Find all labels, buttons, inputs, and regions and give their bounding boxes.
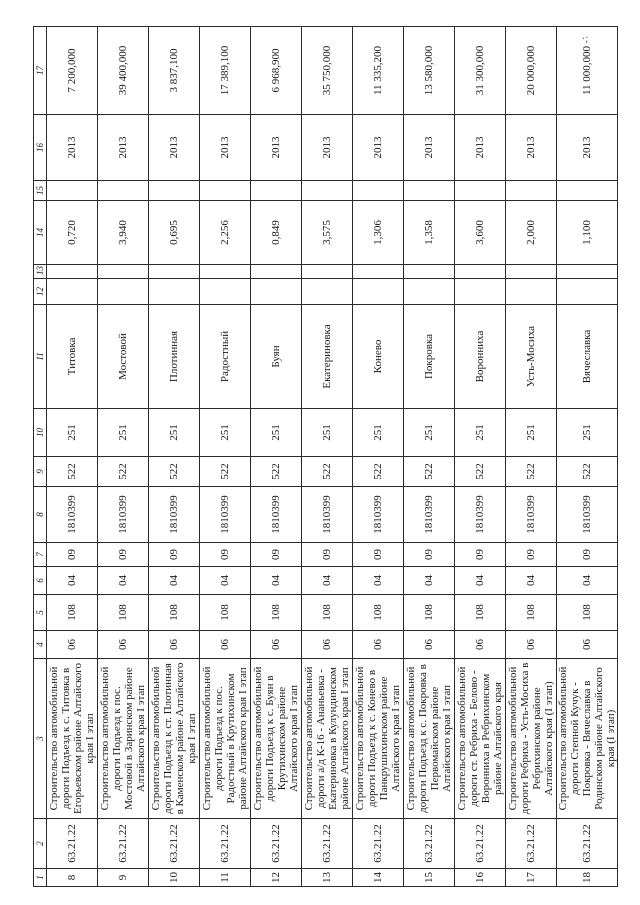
column-header: 17: [34, 27, 47, 115]
cell-c7: 09: [404, 543, 455, 567]
cell-year: 2013: [251, 115, 302, 181]
cell-place: Вячеславка: [557, 305, 618, 409]
cell-c6: 04: [455, 567, 506, 595]
cell-c15: [47, 181, 98, 201]
cell-len: 2,256: [200, 201, 251, 265]
cell-c8: 1810399: [506, 487, 557, 543]
cell-c4: 06: [353, 631, 404, 659]
cell-c4: 06: [251, 631, 302, 659]
cell-c9: 522: [149, 457, 200, 487]
cell-len: 2,000: [506, 201, 557, 265]
cell-code: 63.21.22: [200, 819, 251, 869]
cell-place: Радостный: [200, 305, 251, 409]
cell-c5: 108: [47, 595, 98, 631]
cell-place: Усть-Мосиха: [506, 305, 557, 409]
cell-c9: 522: [98, 457, 149, 487]
cell-c15: [98, 181, 149, 201]
cell-c8: 1810399: [149, 487, 200, 543]
cell-n: 13: [302, 869, 353, 887]
cell-c7: 09: [200, 543, 251, 567]
corner-scan-mark: ·;: [582, 34, 589, 45]
cell-c12: [302, 279, 353, 305]
column-header: 16: [34, 115, 47, 181]
cell-c4: 06: [200, 631, 251, 659]
table-row: [353, 27, 404, 887]
cell-c13: [557, 265, 618, 279]
cell-code: 63.21.22: [506, 819, 557, 869]
column-header: 11: [34, 305, 47, 409]
cell-c5: 108: [149, 595, 200, 631]
cell-c12: [506, 279, 557, 305]
cell-c6: 04: [200, 567, 251, 595]
cell-code: 63.21.22: [251, 819, 302, 869]
cell-c8: 1810399: [200, 487, 251, 543]
cell-year: 2013: [98, 115, 149, 181]
cell-code: 63.21.22: [47, 819, 98, 869]
table-row: [557, 27, 618, 887]
cell-len: 0,849: [251, 201, 302, 265]
column-header: 4: [34, 631, 47, 659]
cell-code: 63.21.22: [455, 819, 506, 869]
cell-place: Покровка: [404, 305, 455, 409]
cell-c13: [404, 265, 455, 279]
cell-amount: 11 335,200: [353, 27, 404, 115]
cell-c12: [353, 279, 404, 305]
table-row: [200, 27, 251, 887]
cell-len: 3,575: [302, 201, 353, 265]
cell-n: 10: [149, 869, 200, 887]
cell-place: Титовка: [47, 305, 98, 409]
cell-c4: 06: [506, 631, 557, 659]
cell-c7: 09: [98, 543, 149, 567]
cell-c4: 06: [47, 631, 98, 659]
cell-c9: 522: [506, 457, 557, 487]
cell-year: 2013: [557, 115, 618, 181]
column-header: 10: [34, 409, 47, 457]
column-header: 3: [34, 659, 47, 819]
cell-code: 63.21.22: [404, 819, 455, 869]
cell-c5: 108: [200, 595, 251, 631]
column-header: 6: [34, 567, 47, 595]
cell-c10: 251: [98, 409, 149, 457]
cell-c10: 251: [302, 409, 353, 457]
cell-c5: 108: [455, 595, 506, 631]
cell-c7: 09: [47, 543, 98, 567]
column-number-header-row: [34, 27, 47, 887]
cell-c4: 06: [404, 631, 455, 659]
cell-c6: 04: [251, 567, 302, 595]
table-row: [506, 27, 557, 887]
column-header: 1: [34, 869, 47, 887]
cell-c15: [149, 181, 200, 201]
column-header: 12: [34, 279, 47, 305]
cell-amount: 3 837,100: [149, 27, 200, 115]
cell-c9: 522: [251, 457, 302, 487]
cell-c5: 108: [404, 595, 455, 631]
cell-c6: 04: [98, 567, 149, 595]
column-header: 5: [34, 595, 47, 631]
cell-desc: Строительство автомобильной дороги Подъезд к ст. Плотинная в Каменском районе Алтайского края I этап: [149, 659, 200, 819]
cell-year: 2013: [302, 115, 353, 181]
road-construction-table: [33, 26, 618, 887]
cell-c12: [251, 279, 302, 305]
cell-c15: [404, 181, 455, 201]
cell-amount: 20 000,000: [506, 27, 557, 115]
cell-c8: 1810399: [353, 487, 404, 543]
cell-c7: 09: [302, 543, 353, 567]
table-row: [455, 27, 506, 887]
cell-c15: [557, 181, 618, 201]
cell-len: 1,358: [404, 201, 455, 265]
cell-c8: 1810399: [251, 487, 302, 543]
cell-c8: 1810399: [47, 487, 98, 543]
cell-c5: 108: [98, 595, 149, 631]
cell-place: Екатериновка: [302, 305, 353, 409]
cell-amount: 13 580,000: [404, 27, 455, 115]
cell-code: 63.21.22: [98, 819, 149, 869]
cell-code: 63.21.22: [353, 819, 404, 869]
cell-c9: 522: [404, 457, 455, 487]
cell-n: 9: [98, 869, 149, 887]
cell-c5: 108: [557, 595, 618, 631]
cell-c10: 251: [506, 409, 557, 457]
cell-year: 2013: [47, 115, 98, 181]
cell-c12: [557, 279, 618, 305]
cell-len: 1,100: [557, 201, 618, 265]
cell-c15: [200, 181, 251, 201]
cell-c15: [455, 181, 506, 201]
cell-c4: 06: [557, 631, 618, 659]
cell-c4: 06: [149, 631, 200, 659]
cell-amount: 31 300,000: [455, 27, 506, 115]
cell-year: 2013: [455, 115, 506, 181]
cell-c9: 522: [353, 457, 404, 487]
cell-c15: [353, 181, 404, 201]
cell-amount: 7 200,000: [47, 27, 98, 115]
cell-c10: 251: [200, 409, 251, 457]
cell-c8: 1810399: [404, 487, 455, 543]
cell-c8: 1810399: [455, 487, 506, 543]
cell-amount: 35 750,000: [302, 27, 353, 115]
cell-code: 63.21.22: [149, 819, 200, 869]
cell-len: 3,940: [98, 201, 149, 265]
cell-c4: 06: [98, 631, 149, 659]
cell-c7: 09: [251, 543, 302, 567]
cell-code: 63.21.22: [557, 819, 618, 869]
cell-place: Мостовой: [98, 305, 149, 409]
cell-c15: [302, 181, 353, 201]
cell-year: 2013: [404, 115, 455, 181]
cell-c13: [47, 265, 98, 279]
cell-c15: [251, 181, 302, 201]
cell-year: 2013: [149, 115, 200, 181]
cell-c7: 09: [353, 543, 404, 567]
cell-desc: Строительство автомобильной дороги Подъезд к с. Титовка в Егорьевском районе Алтайского края I этап: [47, 659, 98, 819]
cell-c4: 06: [302, 631, 353, 659]
cell-c6: 04: [404, 567, 455, 595]
table-row: [302, 27, 353, 887]
cell-c9: 522: [200, 457, 251, 487]
cell-c9: 522: [302, 457, 353, 487]
cell-n: 16: [455, 869, 506, 887]
table-row: [47, 27, 98, 887]
cell-c4: 06: [455, 631, 506, 659]
cell-amount: 39 400,000: [98, 27, 149, 115]
cell-len: 0,720: [47, 201, 98, 265]
cell-desc: Строительство автомобильной дороги ст. Ребриха - Белово - Воронниха в Ребрихинском районе Алтайского края: [455, 659, 506, 819]
cell-c12: [455, 279, 506, 305]
cell-desc: Строительство автомобильной дороги а/д К-16 - Ананьевка - Екатериновка в Кулундинском районе Алтайского края I этап: [302, 659, 353, 819]
column-header: 9: [34, 457, 47, 487]
table-body: [34, 27, 618, 887]
cell-c9: 522: [455, 457, 506, 487]
cell-c6: 04: [302, 567, 353, 595]
cell-c7: 09: [506, 543, 557, 567]
cell-c7: 09: [557, 543, 618, 567]
table-row: [98, 27, 149, 887]
cell-c12: [149, 279, 200, 305]
cell-c5: 108: [353, 595, 404, 631]
column-header: 14: [34, 201, 47, 265]
cell-n: 11: [200, 869, 251, 887]
cell-amount: 6 968,900: [251, 27, 302, 115]
cell-c12: [404, 279, 455, 305]
cell-c6: 04: [353, 567, 404, 595]
cell-place: Буян: [251, 305, 302, 409]
cell-c13: [302, 265, 353, 279]
cell-len: 0,695: [149, 201, 200, 265]
cell-c8: 1810399: [557, 487, 618, 543]
cell-c13: [455, 265, 506, 279]
cell-c5: 108: [251, 595, 302, 631]
cell-c9: 522: [47, 457, 98, 487]
cell-year: 2013: [200, 115, 251, 181]
cell-c9: 522: [557, 457, 618, 487]
cell-amount: 11 000,000: [557, 27, 618, 115]
cell-place: Плотинная: [149, 305, 200, 409]
column-header: 15: [34, 181, 47, 201]
cell-c10: 251: [47, 409, 98, 457]
cell-c13: [98, 265, 149, 279]
cell-place: Воронниха: [455, 305, 506, 409]
cell-c7: 09: [455, 543, 506, 567]
cell-len: 1,306: [353, 201, 404, 265]
cell-c8: 1810399: [98, 487, 149, 543]
cell-amount: 17 389,100: [200, 27, 251, 115]
cell-n: 8: [47, 869, 98, 887]
table-row: [149, 27, 200, 887]
cell-c12: [47, 279, 98, 305]
cell-year: 2013: [353, 115, 404, 181]
cell-c6: 04: [149, 567, 200, 595]
cell-desc: Строительство автомобильной дороги Ребриха - Усть-Мосиха в Ребрихинском районе Алтайского края (I этап): [506, 659, 557, 819]
cell-c7: 09: [149, 543, 200, 567]
cell-c13: [353, 265, 404, 279]
column-header: 7: [34, 543, 47, 567]
cell-desc: Строительство автомобильной дороги Подъезд к с. Конево в Панкрушихинском районе Алтайского края I этап: [353, 659, 404, 819]
column-header: 8: [34, 487, 47, 543]
cell-c5: 108: [506, 595, 557, 631]
table-row: [251, 27, 302, 887]
column-header: 13: [34, 265, 47, 279]
cell-n: 14: [353, 869, 404, 887]
rotated-table-block: [33, 27, 617, 887]
cell-len: 3,600: [455, 201, 506, 265]
cell-c13: [149, 265, 200, 279]
cell-desc: Строительство автомобильной дороги Подъезд к пос. Мостовой в Заринском районе Алтайского края I этап: [98, 659, 149, 819]
cell-c10: 251: [251, 409, 302, 457]
cell-n: 18: [557, 869, 618, 887]
cell-c10: 251: [404, 409, 455, 457]
cell-c13: [251, 265, 302, 279]
cell-c8: 1810399: [302, 487, 353, 543]
column-header: 2: [34, 819, 47, 869]
cell-place: Конево: [353, 305, 404, 409]
cell-c10: 251: [557, 409, 618, 457]
cell-c5: 108: [302, 595, 353, 631]
cell-desc: Строительство автомобильной дороги Подъезд к с. Буян в Крутихинском районе Алтайского края I этап: [251, 659, 302, 819]
cell-code: 63.21.22: [302, 819, 353, 869]
cell-c13: [506, 265, 557, 279]
cell-c6: 04: [47, 567, 98, 595]
cell-desc: Строительство автомобильной дороги Подъезд к пос. Радостный в Крутихинском районе Алтайского края I этап: [200, 659, 251, 819]
cell-c6: 04: [557, 567, 618, 595]
cell-year: 2013: [506, 115, 557, 181]
cell-c6: 04: [506, 567, 557, 595]
table-row: [404, 27, 455, 887]
cell-c10: 251: [455, 409, 506, 457]
cell-desc: Строительство автомобильной дороги Степной Кучук - Покровка - Вячеславка в Родинском районе Алтайского края (I этап): [557, 659, 618, 819]
cell-c15: [506, 181, 557, 201]
cell-c12: [98, 279, 149, 305]
cell-c10: 251: [149, 409, 200, 457]
cell-n: 17: [506, 869, 557, 887]
cell-desc: Строительство автомобильной дороги Подъезд к с. Покровка в Первомайском районе Алтайского края I этап: [404, 659, 455, 819]
cell-c12: [200, 279, 251, 305]
cell-n: 15: [404, 869, 455, 887]
cell-n: 12: [251, 869, 302, 887]
cell-c10: 251: [353, 409, 404, 457]
cell-c13: [200, 265, 251, 279]
